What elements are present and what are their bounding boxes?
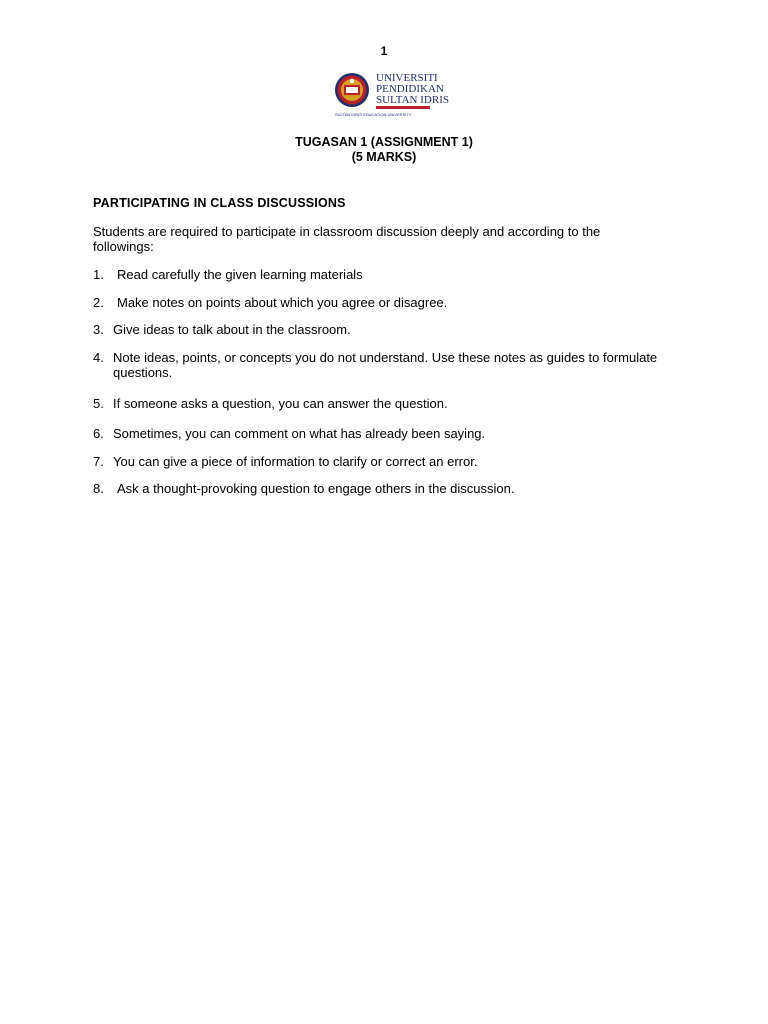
list-item-number: 5. bbox=[93, 396, 104, 411]
university-logo bbox=[333, 68, 449, 118]
list-item-text: Ask a thought-provoking question to engage others in the discussion. bbox=[117, 481, 515, 496]
list-item-number: 6. bbox=[93, 426, 104, 441]
list-item bbox=[93, 267, 663, 282]
university-crest-icon bbox=[333, 68, 449, 118]
list-item-number: 1. bbox=[93, 267, 104, 282]
list-item-text: Give ideas to talk about in the classroom. bbox=[113, 322, 351, 337]
intro-paragraph: Students are required to participate in classroom discussion deeply and according to the followings: bbox=[93, 224, 601, 254]
list-item-number: 8. bbox=[93, 481, 104, 496]
logo-line1: UNIVERSITI bbox=[376, 72, 438, 84]
list-item-text: Sometimes, you can comment on what has already been saying. bbox=[113, 426, 486, 441]
logo-line2: PENDIDIKAN bbox=[376, 83, 444, 95]
list-item-number: 4. bbox=[93, 350, 104, 365]
logo-tagline: SULTAN IDRIS EDUCATION UNIVERSITY bbox=[335, 112, 412, 117]
title-line-1: TUGASAN 1 (ASSIGNMENT 1) bbox=[295, 135, 473, 149]
list-item-text: Make notes on points about which you agree or disagree. bbox=[117, 295, 448, 310]
logo-line3: SULTAN IDRIS bbox=[376, 94, 449, 106]
list-item bbox=[93, 322, 663, 337]
list-item-number: 2. bbox=[93, 295, 104, 310]
list-item bbox=[93, 350, 663, 380]
list-item bbox=[93, 481, 663, 496]
section-heading: PARTICIPATING IN CLASS DISCUSSIONS bbox=[93, 196, 346, 210]
page-number: 1 bbox=[380, 44, 388, 58]
assignment-title bbox=[0, 135, 768, 165]
list-item-text: If someone asks a question, you can answer the question. bbox=[113, 396, 448, 411]
list-item bbox=[93, 396, 663, 411]
list-item-text: You can give a piece of information to clarify or correct an error. bbox=[113, 454, 478, 469]
list-item-number: 7. bbox=[93, 454, 104, 469]
list-item bbox=[93, 295, 663, 310]
list-item-text: Read carefully the given learning materials bbox=[117, 267, 363, 282]
list-item bbox=[93, 426, 663, 441]
title-line-2: (5 MARKS) bbox=[351, 150, 417, 164]
list-item-text: Note ideas, points, or concepts you do not understand. Use these notes as guides to formulate questions. bbox=[113, 350, 658, 380]
list-item bbox=[93, 454, 663, 469]
list-item-number: 3. bbox=[93, 322, 104, 337]
